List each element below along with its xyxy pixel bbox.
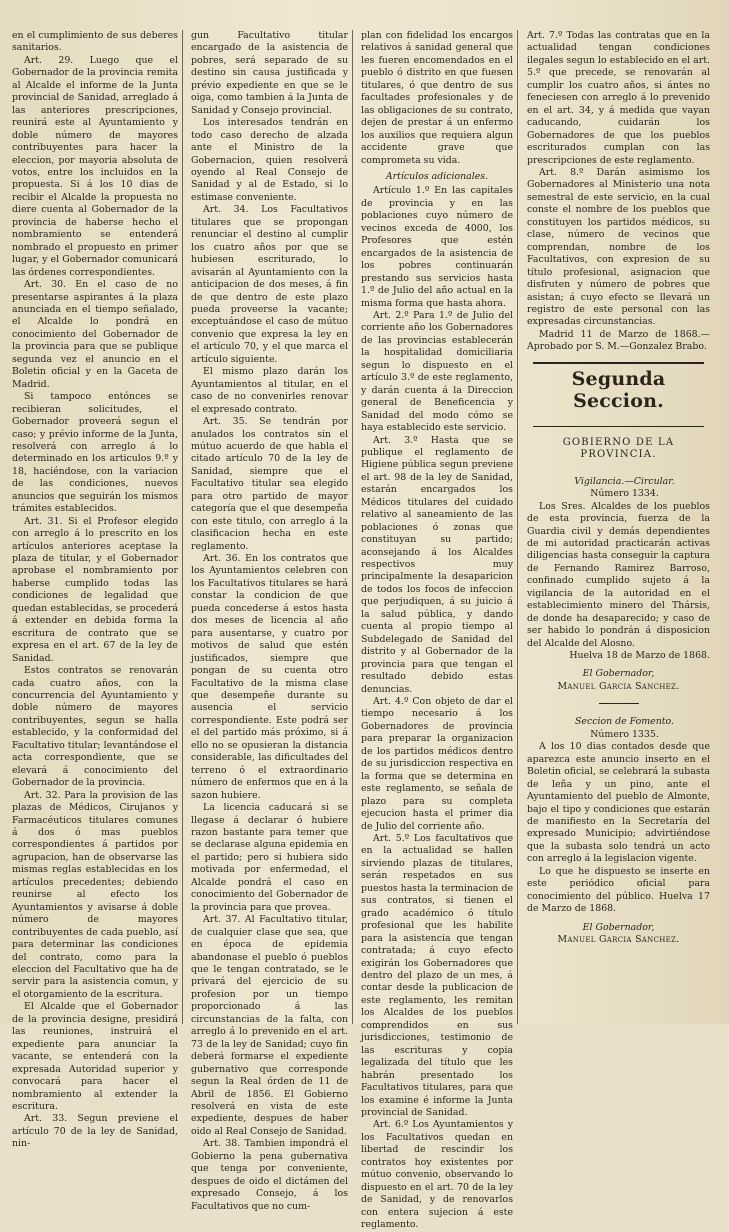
paragraph: Los interesados tendrán en todo caso derecho de alzada ante el Ministro de la Gobernacion, quien resolverá oyendo al Real Consejo de Sanidad y al de Estado, si lo estimase conveniente. [191, 117, 348, 203]
section-title: Segunda Seccion. [571, 367, 666, 412]
column-2 [182, 30, 352, 1212]
circular-date: Huelva 18 de Marzo de 1868. [569, 650, 710, 662]
column-3 [352, 30, 517, 1231]
paragraph: plan con fidelidad los encargos relativos á sanidad general que les fueren encomendados en el pueblo ó distrito en que fuesen titulares, ó que dentro de sus facultades profesionales y de las obligaciones de su contrato, dejen de prestar á un enfermo los auxilios que requiera algun accidente grave que comprometa su vida. [361, 30, 513, 166]
article-37: Art. 37. Al Facultativo titular, de cualquier clase que sea, que en época de epidemia abandonase el pueblo ó pueblos que le tengan contratado, se le privará del ejercicio de su profesion por un tiempo proporcionado á las circunstancias de la falta, con arreglo á lo prevenido en el art. 73 de la ley de Sanidad; cuyo fin deberá formarse el expediente gubernativo que corresponde segun la Real órden de 11 de Abril de 1856. El Gobierno resolverá en vista de este expediente, despues de haber oido al Real Consejo de Sanidad. [191, 914, 348, 1137]
additional-article-2: Art. 2.º Para 1.º de Julio del corriente año los Gobernadores de las provincias establecerán la hospitalidad domiciliaria segun lo dispuesto en el artículo 3.º de este reglamento, y darán cuenta á la Direccion general de Beneficencia y Sanidad del modo cómo se haya establecido este servicio. [361, 309, 513, 434]
additional-article-6: Art. 6.º Los Ayuntamientos y los Facultativos quedan en libertad de rescindir los contratos hoy existentes por mútuo convenio, observando lo dispuesto en el art. 70 de la ley de Sanidad, y de renovarlos con entera sujecion á este reglamento. [361, 1119, 513, 1231]
article-35: Art. 35. Se tendrán por anulados los contratos sin el mútuo acuerdo de que habla el citado artículo 70 de la ley de Sanidad, siempre que el Facultativo titular sea elegido para otro partido de mayor categoría que el que desempeña con este titulo, con arreglo á la clasificacion hecha en este reglamento. [191, 416, 348, 552]
signer-title: El Gobernador, [582, 668, 655, 680]
section-divider [533, 362, 704, 364]
article-32: Art. 32. Para la provision de las plazas de Médicos, Cirujanos y Farmacéuticos titulares comunes á dos ó mas pueblos correspondientes á partidos por agrupacion, han de observarse las mismas reglas establecidas en los artículos precedentes; debiendo reunirse al efecto los Ayuntamientos y avisarse á doble número de mayores contribuyentes de cada pueblo, así para determinar las condiciones del contrato, como para la eleccion del Facultativo que ha de servir para la asistencia comun, y el otorgamiento de la escritura. [12, 789, 178, 1000]
fomento-number: Número 1335. [590, 728, 659, 740]
fomento-subhead: Seccion de Fomento. [575, 716, 674, 728]
section-divider-thin [533, 426, 704, 427]
paragraph: El mismo plazo darán los Ayuntamientos al titular, en el caso de no convenirles renovar el expresado contrato. [191, 366, 348, 415]
signer-title: El Gobernador, [582, 921, 655, 933]
paragraph: Estos contratos se renovarán cada cuatro años, con la concurrencia del Ayuntamiento y doble número de mayores contribuyentes, segun se halla establecido, y la conformidad del Facultativo titular; levantándose el acta correspondiente, que se elevará á conocimiento del Gobernador de la provincia. [12, 665, 178, 789]
additional-article-4: Art. 4.º Con objeto de dar el tiempo necesario á los Gobernadores de provincia para preparar la organizacion de los partidos médicos dentro de su jurisdiccion respectiva en la forma que se determina en este reglamento, se señala de plazo para su completa ejecucion hasta el primer dia de Julio del corriente año. [361, 696, 513, 832]
additional-article-5: Art. 5.º Los facultativos que en la actualidad se hallen sirviendo plazas de titulares, serán respetados en sus puestos hasta la terminacion de sus contratos, si tienen el grado académico ó título profesional que les habilite para la asistencia que tengan contratada; á cuyo efecto exigirán los Gobernadores que dentro del plazo de un mes, á contar desde la publicacion de este reglamento, les remitan los Alcaldes de los pueblos comprendidos en sus jurisdicciones, testimonio de las escrituras y copia legalizada del título que les habrán presentado los Facultativos titulares, para que los examine é informe la Junta provincial de Sanidad. [361, 833, 513, 1118]
article-30: Art. 30. En el caso de no presentarse aspirantes á la plaza anunciada en el tiempo señalado, el Alcalde lo pondrá en conocimiento del Gobernador de la provincia para que se publique segunda vez el anuncio en el Boletin oficial y en la Gaceta de Madrid. [12, 279, 178, 390]
column-4 [517, 30, 712, 1024]
additional-article-3: Art. 3.º Hasta que se publique el reglamento de Higiene pública segun previene el art. 98 de la ley de Sanidad, estarán encargados los Médicos titulares del cuidado relativo al saneamiento de las poblaciones ó zonas que constituyan su partido; aconsejando á los Alcaldes respectivos muy principalmente la desaparicion de todos los focos de infeccion que perjudiquen, á su juicio á la salud pública, y dando cuenta al propio tiempo al Subdelegado de Sanidad del distrito y al Gobernador de la provincia para que tengan el resultado debido estas denuncias. [361, 434, 513, 695]
paragraph: gun Facultativo titular encargado de la asistencia de pobres, será separado de su destino sin causa justificada y prévio expediente en que se le oiga, como tambien á la Junta de Sanidad y Consejo provincial. [191, 30, 348, 116]
circular-body: Los Sres. Alcaldes de los pueblos de esta provincia, fuerza de la Guardia civil y demás dependientes de mi autoridad practicarán activas diligencias hasta conseguir la captura de Fernando Ramirez Barroso, confinado cumplido sujeto á la vigilancia de la autoridad en el establecimiento minero del Thársis, de donde ha desaparecido; y caso de ser habido lo pondrán á disposicion del Alcalde del Alosno. [527, 500, 710, 649]
article-31: Art. 31. Si el Profesor elegido con arreglo á lo prescrito en los artículos anteriores aceptase la plaza de titular, y el Gobernador aprobase el nombramiento por haberse cumplido todas las condiciones de legalidad que quedan establecidas, se procederá á extender en debida forma la escritura de contrato que se expresa en el art. 67 de la ley de Sanidad. [12, 515, 178, 664]
signer-name: Manuel Garcia Sanchez. [557, 680, 680, 692]
paragraph: Si tampoco entónces se recibieran solicitudes, el Gobernador proveerá segun el caso; y prévio informe de la Junta, resolverá con arreglo á lo determinado en los articulos 9.º y 18, haciéndose, con la variacion de las condiciones, nuevos anuncios que seguirán los mismos trámites establecidos. [12, 391, 178, 515]
additional-article-7: Art. 7.º Todas las contratas que en la actualidad tengan condiciones ilegales segun lo establecido en el art. 5.º que precede, se renovarán al cumplir los cuatro años, si ántes no feneciesen con arreglo á lo prevenido en el art. 34, y á medida que vayan caducando, cuidarán los Gobernadores de que los pueblos escriturados cumplan con las prescripciones de este reglamento. [527, 30, 710, 166]
signer-name: Manuel Garcia Sanchez. [557, 934, 680, 946]
decree-date: Madrid 11 de Marzo de 1868.—Aprobado por S. M.—Gonzalez Brabo. [527, 328, 710, 353]
article-33: Art. 33. Segun previene el artículo 70 de la ley de Sanidad, nin- [12, 1113, 178, 1150]
fomento-signature [527, 922, 710, 947]
column-1 [12, 30, 182, 1150]
paragraph: El Alcalde que el Gobernador de la provincia designe, presidirá las reuniones, instruirá el expediente para anunciar la vacante, se entenderá con la expresada Autoridad superior y convocará para hacer el nombramiento al extender la escritura. [12, 1001, 178, 1112]
article-34: Art. 34. Los Facultativos titulares que se propongan renunciar el destino al cumplir los cuatro años por que se hubiesen escriturado, lo avisarán al Ayuntamiento con la anticipacion de dos meses, á fin de que dentro de este plazo pueda proveerse la vacante; exceptuándose el caso de mútuo convenio que expresa la ley en el artículo 70, y el que marca el artículo siguiente. [191, 204, 348, 365]
paragraph: en el cumplimiento de sus deberes sanitarios. [12, 30, 178, 54]
additional-article-8: Art. 8.º Darán asimismo los Gobernadores al Ministerio una nota semestral de este servicio, en la cual conste el nombre de los pueblos que constituyen los partidos médicos, su clase, número de vecinos que comprendan, nombre de los Facultativos, con expresion de su título profesional, asignacion que disfruten y número de pobres que asistan; á cuyo efecto se llevará un registro de este personal con las expresadas circunstancias. [527, 166, 710, 328]
additional-article-1: Artículo 1.º En las capitales de provincia y en las poblaciones cuyo número de vecinos exceda de 4000, los Profesores que estén encargados de la asistencia de los pobres continuarán prestando sus servicios hasta 1.º de Julio del año actual en la misma forma que hasta ahora. [361, 185, 513, 309]
circular-signature [527, 668, 710, 693]
article-29: Art. 29. Luego que el Gobernador de la provincia remita al Alcalde el informe de la Junta provincial de Sanidad, arreglado á las anteriores prescripciones, reunirá este al Ayuntamiento y doble número de mayores contribuyentes para hacer la eleccion, por mayoria absoluta de votos, entre los incluidos en la propuesta. Si á los 10 dias de recibir el Alcalde la propuesta no diere cuenta al Gobernador de la provincia de haberse hecho el nombramiento se entenderá nombrado el propuesto en primer lugar, y el Gobernador comunicará las órdenes correspondientes. [12, 54, 178, 278]
circular-number: Número 1334. [590, 488, 659, 500]
fomento-body: A los 10 dias contados desde que aparezca este anuncio inserto en el Boletin oficial, se celebrará la subasta de leña y un pino, ante el Ayuntamiento del pueblo de Almonte, bajo el tipo y condiciones que estarán de manifiesto en la Secretaría del expresado Municipio; advirtiéndose que la subasta solo tendrá un acto con arreglo á la legislacion vigente. [527, 741, 710, 865]
fomento-closing: Lo que he dispuesto se inserte en este periódico oficial para conocimiento del público. Huelva 17 de Marzo de 1868. [527, 865, 710, 915]
article-36: Art. 36. En los contratos que los Ayuntamientos celebren con los Facultativos titulares se hará constar la condicion de que pueda concederse á estos hasta dos meses de licencia al año para ausentarse, y cuatro por motivos de salud que estén justificados, siempre que pongan de su cuenta otro Facultativo de la misma clase que desempeñe durante su ausencia el servicio correspondiente. Este podrá ser el del partido más próximo, si á ello no se opusieran la distancia considerable, las dificultades del terreno ó el extraordinario número de enfermos que en á la sazon hubiere. [191, 553, 348, 801]
circular-subhead: Vigilancia.—Circular. [574, 475, 675, 487]
article-38: Art. 38. Tambien impondrá el Gobierno la pena gubernativa que tenga por conveniente, despues de oido el dictámen del expresado Consejo, á los Facultativos que no cum- [191, 1138, 348, 1212]
gov-heading: GOBIERNO DE LA PROVINCIA. [562, 436, 675, 461]
short-divider [599, 703, 639, 704]
columns [12, 30, 721, 1231]
additional-articles-heading: Artículos adicionales. [385, 170, 489, 182]
paragraph: La licencia caducará si se llegase á declarar ó hubiere razon bastante para temer que se declarase alguna epidemia en el partido; pero si hubiera sido motivada por enfermedad, el Alcalde pondrá el caso en conocimiento del Gobernador de la provincia para que provea. [191, 802, 348, 913]
